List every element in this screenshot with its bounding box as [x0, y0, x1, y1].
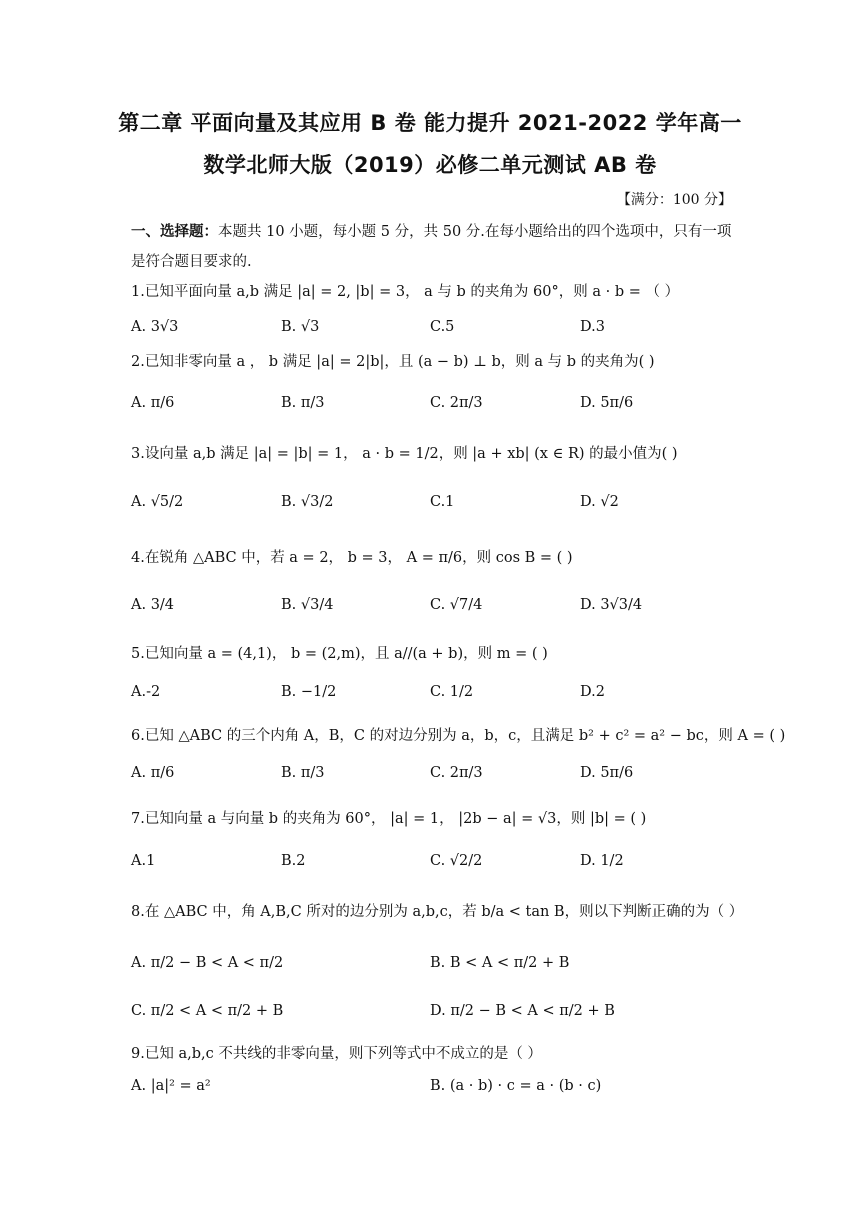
question-8-option-a: A. π/2 − B < A < π/2: [131, 955, 284, 971]
document-title-line-1: 第二章 平面向量及其应用 B 卷 能力提升 2021-2022 学年高一: [118, 111, 742, 135]
question-6-stem: 6.已知 △ABC 的三个内角 A，B，C 的对边分别为 a，b，c，且满足 b² + c² = a² − bc，则 A = ( ): [131, 728, 786, 744]
question-8-option-d: D. π/2 − B < A < π/2 + B: [430, 1003, 615, 1019]
question-8-stem: 8.在 △ABC 中，角 A,B,C 所对的边分别为 a,b,c，若 b/a < tan B，则以下判断正确的为（ ）: [131, 904, 744, 920]
question-4-option-b: B. √3/4: [281, 597, 334, 613]
question-4-option-c: C. √7/4: [430, 597, 483, 613]
question-1-option-a: A. 3√3: [131, 319, 179, 335]
question-7-stem: 7.已知向量 a 与向量 b 的夹角为 60°， |a| = 1， |2b − a| = √3，则 |b| = ( ): [131, 811, 647, 827]
question-3-option-c: C.1: [430, 494, 455, 510]
question-2-option-b: B. π/3: [281, 395, 325, 411]
question-1-option-c: C.5: [430, 319, 455, 335]
question-9-stem: 9.已知 a,b,c 不共线的非零向量，则下列等式中不成立的是（ ）: [131, 1046, 542, 1062]
question-4-option-d: D. 3√3/4: [580, 597, 643, 613]
question-6-option-c: C. 2π/3: [430, 765, 483, 781]
question-7-option-a: A.1: [131, 853, 156, 869]
question-3-option-b: B. √3/2: [281, 494, 334, 510]
question-2-option-d: D. 5π/6: [580, 395, 634, 411]
question-3-option-d: D. √2: [580, 494, 619, 510]
question-4-option-a: A. 3/4: [131, 597, 175, 613]
question-8-option-b: B. B < A < π/2 + B: [430, 955, 570, 971]
question-7-option-b: B.2: [281, 853, 306, 869]
question-1-stem: 1.已知平面向量 a,b 满足 |a| = 2, |b| = 3， a 与 b 的夹角为 60°，则 a · b = （ ）: [131, 284, 680, 300]
section-instructions: [131, 217, 736, 277]
question-7-option-c: C. √2/2: [430, 853, 483, 869]
question-6-option-a: A. π/6: [131, 765, 175, 781]
question-3-stem: 3.设向量 a,b 满足 |a| = |b| = 1， a · b = 1/2，则 |a + xb| (x ∈ R) 的最小值为( ): [131, 446, 678, 462]
full-score-label: 【满分：100 分】: [616, 192, 732, 208]
question-2-option-a: A. π/6: [131, 395, 175, 411]
question-1-option-b: B. √3: [281, 319, 320, 335]
question-9-option-b: B. (a · b) · c = a · (b · c): [430, 1078, 602, 1094]
question-5-option-d: D.2: [580, 684, 605, 700]
question-5-option-c: C. 1/2: [430, 684, 474, 700]
section-text: 本题共 10 小题，每小题 5 分，共 50 分.在每小题给出的四个选项中，只有一项是符合题目要求的.: [131, 224, 732, 270]
question-6-option-d: D. 5π/6: [580, 765, 634, 781]
question-5-option-a: A.-2: [131, 684, 161, 700]
question-7-option-d: D. 1/2: [580, 853, 624, 869]
section-heading: 一、选择题：: [131, 224, 218, 240]
question-8-option-c: C. π/2 < A < π/2 + B: [131, 1003, 284, 1019]
question-1-option-d: D.3: [580, 319, 605, 335]
question-2-stem: 2.已知非零向量 a ， b 满足 |a| = 2|b|，且 (a − b) ⊥ b，则 a 与 b 的夹角为( ): [131, 354, 655, 370]
question-5-option-b: B. −1/2: [281, 684, 337, 700]
question-4-stem: 4.在锐角 △ABC 中，若 a = 2， b = 3， A = π/6，则 cos B = ( ): [131, 550, 573, 566]
question-3-option-a: A. √5/2: [131, 494, 184, 510]
question-5-stem: 5.已知向量 a = (4,1)， b = (2,m)，且 a//(a + b)，则 m = ( ): [131, 646, 548, 662]
question-9-option-a: A. |a|² = a²: [131, 1078, 211, 1094]
question-2-option-c: C. 2π/3: [430, 395, 483, 411]
document-title-line-2: 数学北师大版（2019）必修二单元测试 AB 卷: [203, 153, 657, 177]
question-6-option-b: B. π/3: [281, 765, 325, 781]
